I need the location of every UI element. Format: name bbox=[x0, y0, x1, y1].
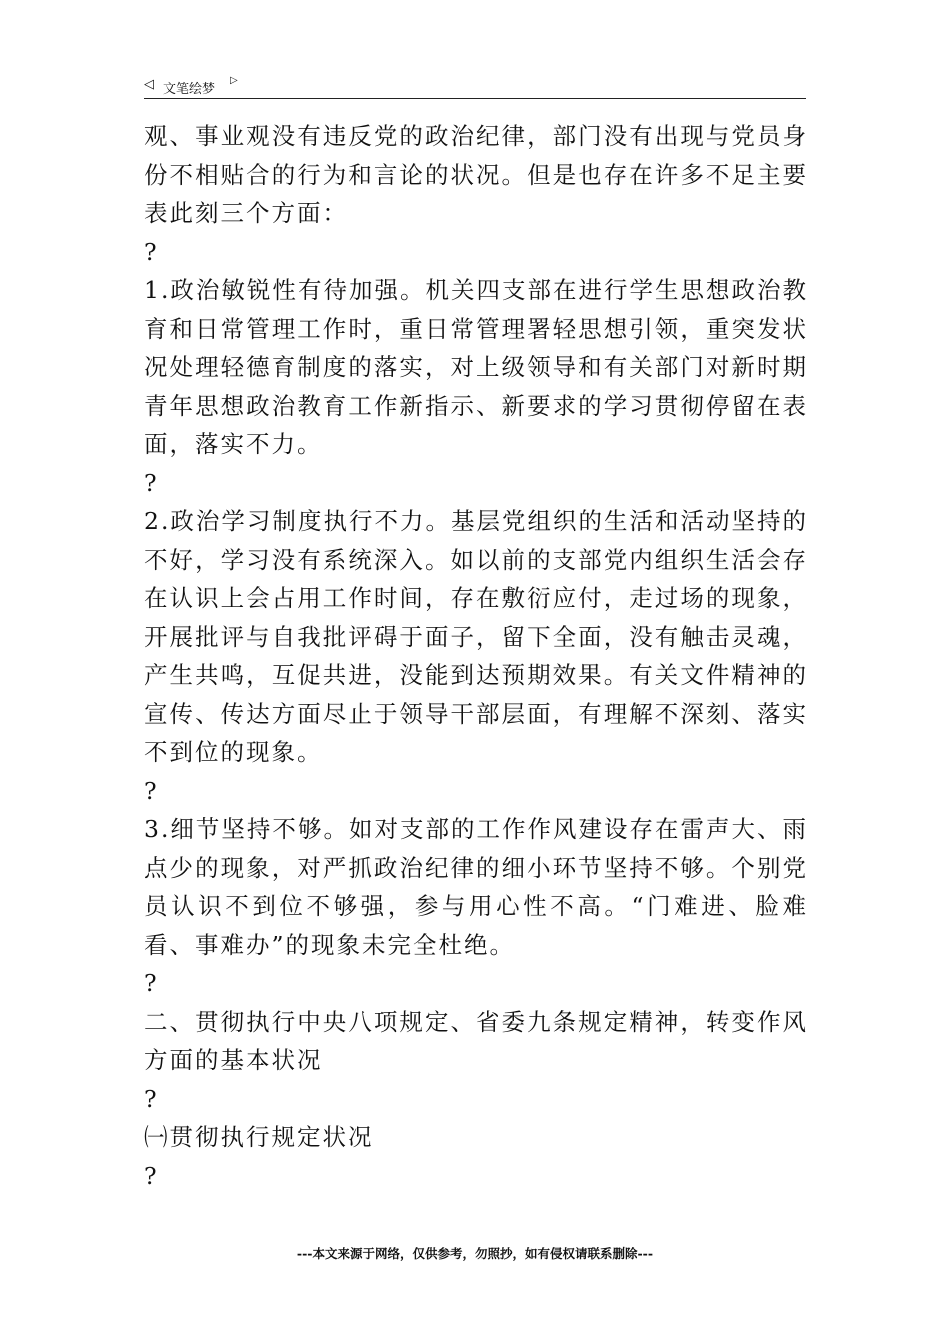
placeholder-mark: ? bbox=[144, 1161, 159, 1190]
paragraph: 观、事业观没有违反党的政治纪律，部门没有出现与党员身份不相贴合的行为和言论的状况。但是也存在许多不足主要表此刻三个方面： bbox=[144, 122, 808, 227]
placeholder-mark: ? bbox=[144, 776, 159, 805]
page-header bbox=[144, 72, 806, 99]
page-footer: ---本文来源于网络，仅供参考，勿照抄，如有侵权请联系删除--- bbox=[296, 1246, 654, 1261]
section-heading: 二、贯彻执行中央八项规定、省委九条规定精神，转变作风方面的基本状况 bbox=[144, 1007, 808, 1074]
document-body bbox=[144, 117, 808, 1195]
subsection-heading: ㈠贯彻执行规定状况 bbox=[144, 1123, 374, 1151]
header-brand: 文笔绘梦 bbox=[163, 82, 216, 97]
placeholder-mark: ? bbox=[144, 969, 159, 997]
left-triangle-icon: ◁ bbox=[144, 77, 154, 92]
paragraph: 3.细节坚持不够。如对支部的工作作风建设存在雷声大、雨点少的现象，对严抓政治纪律的细小环节坚持不够。个别党员认识不到位不够强，参与用心性不高。“门难进、脸难看、事难办”的现象未完全杜绝。 bbox=[144, 815, 808, 959]
paragraph: 1.政治敏锐性有待加强。机关四支部在进行学生思想政治教育和日常管理工作时，重日常管理署轻思想引领，重突发状况处理轻德育制度的落实，对上级领导和有关部门对新时期青年思想政治教育工作新指示、新要求的学习贯彻停留在表面，落实不力。 bbox=[144, 276, 808, 458]
paragraph: 2.政治学习制度执行不力。基层党组织的生活和活动坚持的不好，学习没有系统深入。如以前的支部党内组织生活会存在认识上会占用工作时间，存在敷衍应付，走过场的现象，开展批评与自我批评碍于面子，留下全面，没有触击灵魂，产生共鸣，互促共进，没能到达预期效果。有关文件精神的宣传、传达方面尽止于领导干部层面，有理解不深刻、落实不到位的现象。 bbox=[144, 507, 808, 766]
placeholder-mark: ? bbox=[144, 237, 159, 266]
placeholder-mark: ? bbox=[144, 1084, 159, 1113]
right-triangle-icon: ▷ bbox=[230, 75, 238, 86]
placeholder-mark: ? bbox=[144, 468, 159, 497]
